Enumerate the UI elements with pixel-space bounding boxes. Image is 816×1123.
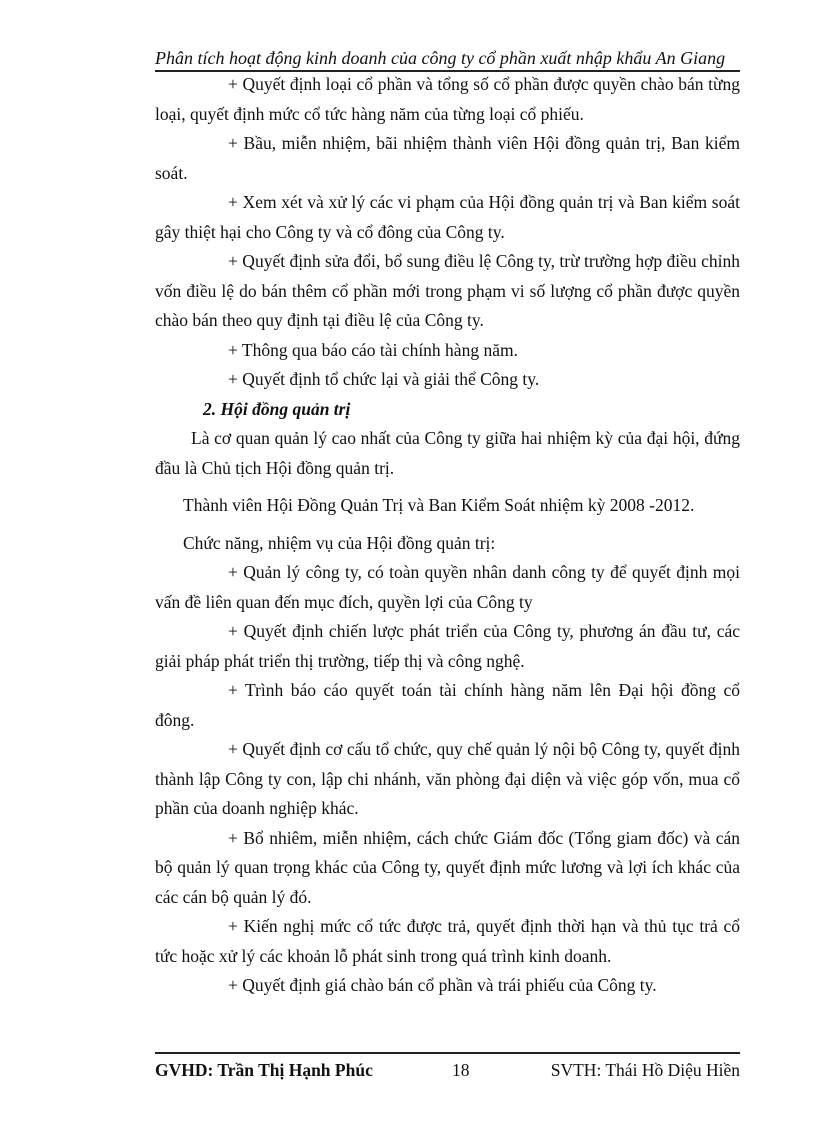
paragraph: + Bầu, miễn nhiệm, bãi nhiệm thành viên Hội đồng quản trị, Ban kiểm soát. <box>155 133 740 183</box>
paragraph: + Quản lý công ty, có toàn quyền nhân danh công ty để quyết định mọi vấn đề liên quan đến mục đích, quyền lợi của Công ty <box>155 562 740 612</box>
page-header <box>155 44 740 72</box>
page-number: 18 <box>452 1060 470 1080</box>
page-body <box>155 70 740 1001</box>
paragraph: Chức năng, nhiệm vụ của Hội đồng quản trị: <box>183 532 496 553</box>
student-name: SVTH: Thái Hồ Diệu Hiền <box>550 1060 740 1080</box>
paragraph: + Quyết định chiến lược phát triển của Công ty, phương án đầu tư, các giải pháp phát triển thị trường, tiếp thị và công nghệ. <box>155 621 740 671</box>
paragraph: + Quyết định sửa đổi, bổ sung điều lệ Công ty, trừ trường hợp điều chỉnh vốn điều lệ do bán thêm cổ phần mới trong phạm vi số lượng cổ phần được quyền chào bán theo quy định tại điều lệ của Công ty. <box>155 251 740 330</box>
advisor-name: GVHD: Trần Thị Hạnh Phúc <box>155 1060 373 1080</box>
section-heading: 2. Hội đồng quản trị <box>203 398 351 419</box>
paragraph: + Bổ nhiêm, miễn nhiệm, cách chức Giám đốc (Tổng giam đốc) và cán bộ quản lý quan trọng khác của Công ty, quyết định mức lương và lợi ích khác của các cán bộ quản lý đó. <box>155 827 740 907</box>
paragraph: + Quyết định giá chào bán cổ phần và trái phiếu của Công ty. <box>228 975 657 995</box>
paragraph: + Trình báo cáo quyết toán tài chính hàng năm lên Đại hội đồng cổ đông. <box>155 680 740 730</box>
paragraph: + Kiến nghị mức cổ tức được trả, quyết định thời hạn và thủ tục trả cổ tức hoặc xử lý các khoản lỗ phát sinh trong quá trình kinh doanh. <box>155 916 740 966</box>
paragraph: + Quyết định loại cổ phần và tổng số cổ phần được quyền chào bán từng loại, quyết định mức cổ tức hàng năm của từng loại cổ phiếu. <box>155 74 740 124</box>
paragraph: Là cơ quan quản lý cao nhất của Công ty giữa hai nhiệm kỳ của đại hội, đứng đầu là Chủ tịch Hội đồng quản trị. <box>155 428 740 478</box>
paragraph: + Quyết định cơ cấu tổ chức, quy chế quản lý nội bộ Công ty, quyết định thành lập Công ty con, lập chi nhánh, văn phòng đại diện và việc góp vốn, mua cổ phần của doanh nghiệp khác. <box>155 739 740 818</box>
document-title: Phân tích hoạt động kinh doanh của công ty cổ phần xuất nhập khẩu An Giang <box>155 48 726 68</box>
paragraph: Thành viên Hội Đồng Quản Trị và Ban Kiểm Soát nhiệm kỳ 2008 -2012. <box>183 495 695 515</box>
page-footer <box>155 1052 740 1084</box>
paragraph: + Thông qua báo cáo tài chính hàng năm. <box>228 339 518 360</box>
paragraph: + Xem xét và xử lý các vi phạm của Hội đồng quản trị và Ban kiểm soát gây thiệt hại cho Công ty và cổ đông của Công ty. <box>155 192 740 242</box>
paragraph: + Quyết định tổ chức lại và giải thể Công ty. <box>228 369 540 389</box>
